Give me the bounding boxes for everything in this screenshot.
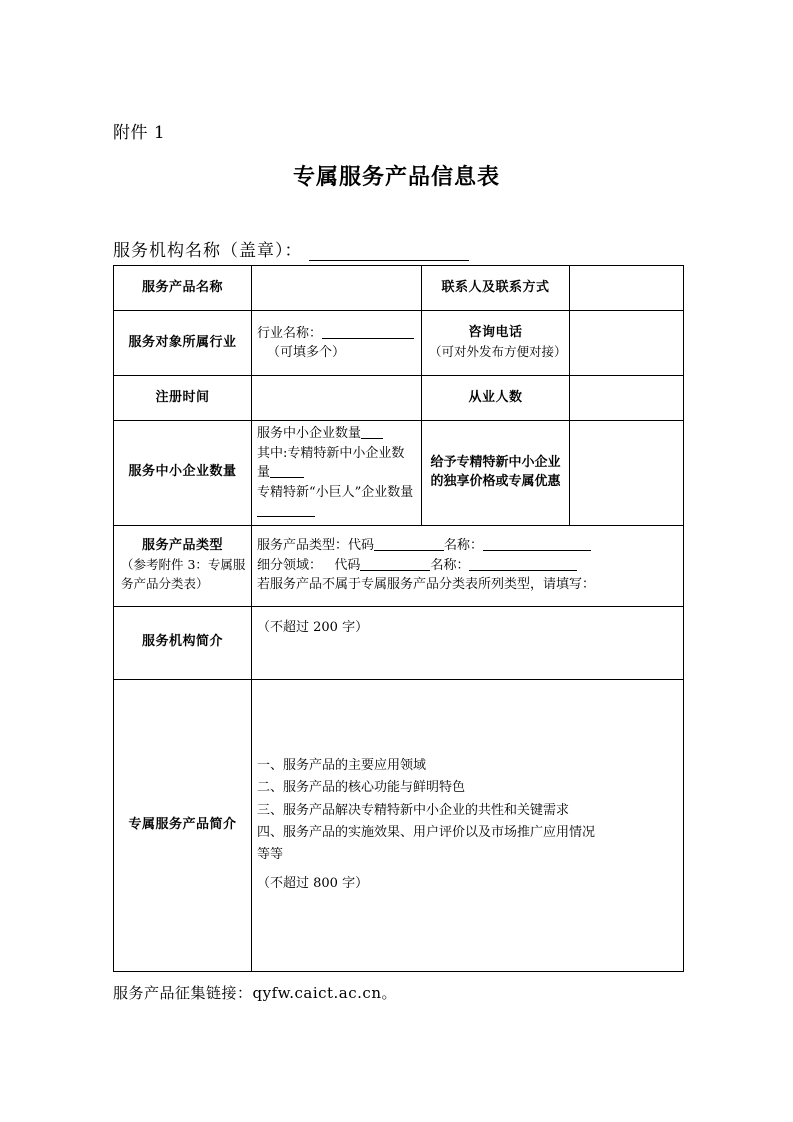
- industry-multi-note: （可填多个）: [267, 345, 346, 360]
- table-row: [114, 376, 684, 421]
- industry-name-line: [257, 324, 416, 344]
- table-row: [114, 606, 684, 679]
- sme-total-label: 服务中小企业数量: [257, 426, 362, 441]
- industry-name-blank[interactable]: [322, 325, 414, 339]
- subfield-name-label: 名称：: [430, 557, 470, 573]
- cell-org-profile-label: 服务机构简介: [114, 606, 252, 679]
- subfield-name-blank[interactable]: [469, 557, 577, 571]
- outline-item-1: 一、服务产品的主要应用领域: [257, 757, 427, 773]
- industry-name-label: 行业名称：: [257, 325, 323, 341]
- cell-phone-value[interactable]: [570, 311, 684, 376]
- subfield-code-label: 代码: [334, 557, 361, 573]
- sme-count-label-text: 服务中小企业数量: [128, 464, 237, 480]
- outline-item-3: 三、服务产品解决专精特新中小企业的共性和关键需求: [257, 802, 570, 818]
- phone-label-main: 咨询电话: [468, 325, 523, 341]
- sme-total-blank[interactable]: [361, 425, 383, 439]
- cell-product-type-value[interactable]: [252, 525, 684, 606]
- sme-total-line: [257, 424, 416, 444]
- cell-industry-value[interactable]: [252, 311, 422, 376]
- organization-name-label: 服务机构名称（盖章）：: [113, 241, 303, 261]
- cell-employee-count-label: 从业人数: [422, 376, 570, 421]
- subfield-line: [257, 556, 678, 576]
- product-type-code-line: [257, 536, 678, 556]
- table-row: [114, 421, 684, 526]
- cell-register-time-label: 注册时间: [114, 376, 252, 421]
- sme-giant-blank[interactable]: [257, 503, 315, 517]
- cell-org-profile-value[interactable]: （不超过 200 字）: [252, 606, 684, 679]
- outline-item-2: 二、服务产品的核心功能与鲜明特色: [257, 780, 466, 796]
- cell-register-time-value[interactable]: [252, 376, 422, 421]
- cell-product-name-label: 服务产品名称: [114, 266, 252, 311]
- product-type-label-note: （参考附件 3：专属服务产品分类表）: [121, 557, 246, 591]
- exclusive-price-label-text: 给予专精特新中小企业的独享价格或专属优惠: [430, 454, 561, 489]
- attachment-label: 附件 1: [113, 123, 166, 143]
- collection-link-period: 。: [381, 984, 397, 1002]
- product-type-code-label: 服务产品类型：代码: [257, 538, 375, 554]
- product-profile-label-text: 专属服务产品简介: [128, 816, 237, 832]
- product-information-table: [113, 265, 684, 972]
- organization-name-blank[interactable]: [309, 246, 469, 261]
- cell-exclusive-price-value[interactable]: [570, 421, 684, 526]
- product-type-code-blank[interactable]: [374, 537, 444, 551]
- product-profile-limit: （不超过 800 字）: [257, 875, 369, 891]
- cell-product-type-label: [114, 525, 252, 606]
- outline-item-5: 等等: [257, 847, 284, 863]
- phone-label-note: （可对外发布方便对接）: [429, 344, 567, 360]
- table-row: [114, 679, 684, 971]
- product-type-name-label: 名称：: [444, 538, 484, 554]
- other-type-note: 若服务产品不属于专属服务产品分类表所列类型，请填写：: [257, 577, 596, 593]
- sme-specialized-blank[interactable]: [270, 464, 304, 478]
- cell-contact-label: 联系人及联系方式: [422, 266, 570, 311]
- product-type-name-blank[interactable]: [483, 537, 591, 551]
- organization-name-line: [113, 236, 469, 261]
- sme-specialized-label: 其中:专精特新中小企业数量: [257, 445, 405, 480]
- cell-sme-count-value[interactable]: [252, 421, 422, 526]
- subfield-label: 细分领域：: [257, 557, 323, 573]
- page-title: 专属服务产品信息表: [292, 165, 500, 190]
- cell-industry-label: 服务对象所属行业: [114, 311, 252, 376]
- collection-link-label: 服务产品征集链接：: [113, 984, 253, 1002]
- cell-exclusive-price-label: [422, 421, 570, 526]
- cell-phone-label: [422, 311, 570, 376]
- cell-product-profile-label: [114, 679, 252, 971]
- sme-specialized-line: [257, 444, 416, 483]
- cell-product-name-value[interactable]: [252, 266, 422, 311]
- product-type-label-main: 服务产品类型: [141, 538, 223, 554]
- table-row: [114, 525, 684, 606]
- sme-giant-line: [257, 483, 416, 522]
- sme-giant-label: 专精特新“小巨人”企业数量: [257, 484, 414, 500]
- cell-contact-value[interactable]: [570, 266, 684, 311]
- outline-item-4: 四、服务产品的实施效果、用户评价以及市场推广应用情况: [257, 825, 596, 840]
- collection-link-url[interactable]: qyfw.caict.ac.cn: [252, 984, 382, 1002]
- table-row: [114, 311, 684, 376]
- subfield-code-blank[interactable]: [360, 557, 430, 571]
- table-row: [114, 266, 684, 311]
- cell-sme-count-label: [114, 421, 252, 526]
- cell-employee-count-value[interactable]: [570, 376, 684, 421]
- collection-link: [113, 982, 397, 1003]
- product-profile-outline: [257, 755, 678, 895]
- cell-product-profile-value[interactable]: [252, 679, 684, 971]
